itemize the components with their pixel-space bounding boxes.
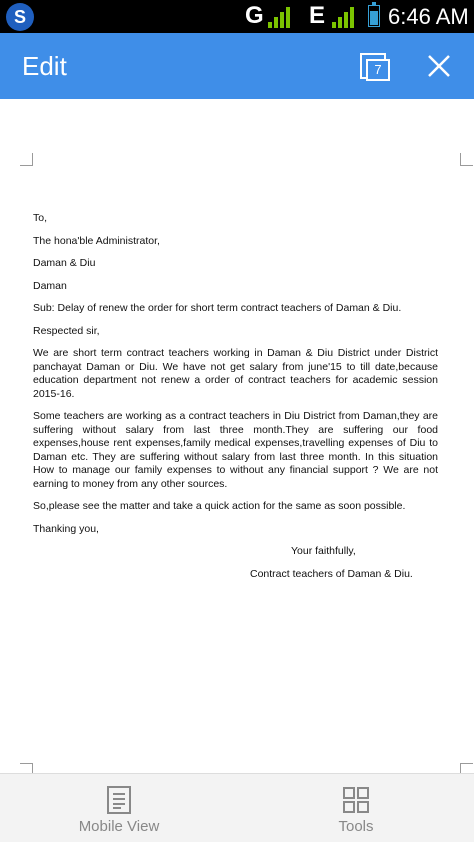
letter-thanks: Thanking you, bbox=[33, 522, 99, 535]
signal-strength-icon bbox=[332, 6, 354, 28]
letter-place: Daman & Diu bbox=[33, 257, 96, 269]
page-title: Edit bbox=[22, 51, 67, 81]
tools-button[interactable] bbox=[286, 782, 426, 835]
letter-body bbox=[33, 212, 438, 590]
letter-to: To, bbox=[33, 212, 48, 224]
letter-paragraph-2: Some teachers are working as a contract teachers in Diu District from Daman,they are suffering without salary from last three month.They are suffering our food expenses,house rent expenses,family medical expenses,travelling expenses of Diu to Daman etc. They are suffering without salary from last three month. In this situation How to manage our family expenses to without any financial support ? We are not earning to money from any other sources. bbox=[33, 410, 438, 490]
network-type-1: G bbox=[245, 2, 264, 29]
page-count: 7 bbox=[366, 59, 390, 81]
letter-salutation: Respected sir, bbox=[33, 324, 100, 337]
app-logo-icon: S bbox=[6, 3, 34, 31]
signal-strength-icon bbox=[268, 6, 290, 28]
margin-corner-mark bbox=[460, 153, 473, 166]
status-time: 6:46 AM bbox=[388, 4, 469, 29]
letter-recipient: The hona'ble Administrator, bbox=[33, 234, 160, 247]
letter-subject: Sub: Delay of renew the order for short term contract teachers of Daman & Diu. bbox=[33, 302, 402, 314]
mobile-view-button[interactable] bbox=[49, 782, 189, 835]
status-bar bbox=[0, 0, 474, 33]
letter-closing: Your faithfully, bbox=[291, 545, 356, 557]
mobile-view-label: Mobile View bbox=[78, 818, 160, 835]
grid-icon bbox=[342, 786, 370, 814]
bottom-toolbar bbox=[0, 773, 474, 842]
letter-paragraph-1: We are short term contract teachers working in Daman & Diu District under District panchayat Daman or Diu. We have not get salary from june'15 to till date,because education department not renew a order of contract teachers for academic session 2015-16. bbox=[33, 347, 438, 400]
document-page[interactable] bbox=[0, 99, 474, 773]
battery-level bbox=[370, 11, 378, 25]
pages-button[interactable] bbox=[354, 47, 394, 85]
letter-city: Daman bbox=[33, 279, 67, 292]
network-type-2: E bbox=[309, 2, 326, 29]
battery-icon bbox=[368, 5, 380, 27]
tools-label: Tools bbox=[338, 818, 374, 835]
letter-signature: Contract teachers of Daman & Diu. bbox=[250, 567, 413, 580]
margin-corner-mark bbox=[20, 153, 33, 166]
close-icon bbox=[424, 51, 454, 81]
document-lines-icon bbox=[106, 786, 132, 814]
title-bar bbox=[0, 33, 474, 99]
close-button[interactable] bbox=[424, 51, 454, 81]
letter-paragraph-3: So,please see the matter and take a quick action for the same as soon possible. bbox=[33, 500, 406, 512]
